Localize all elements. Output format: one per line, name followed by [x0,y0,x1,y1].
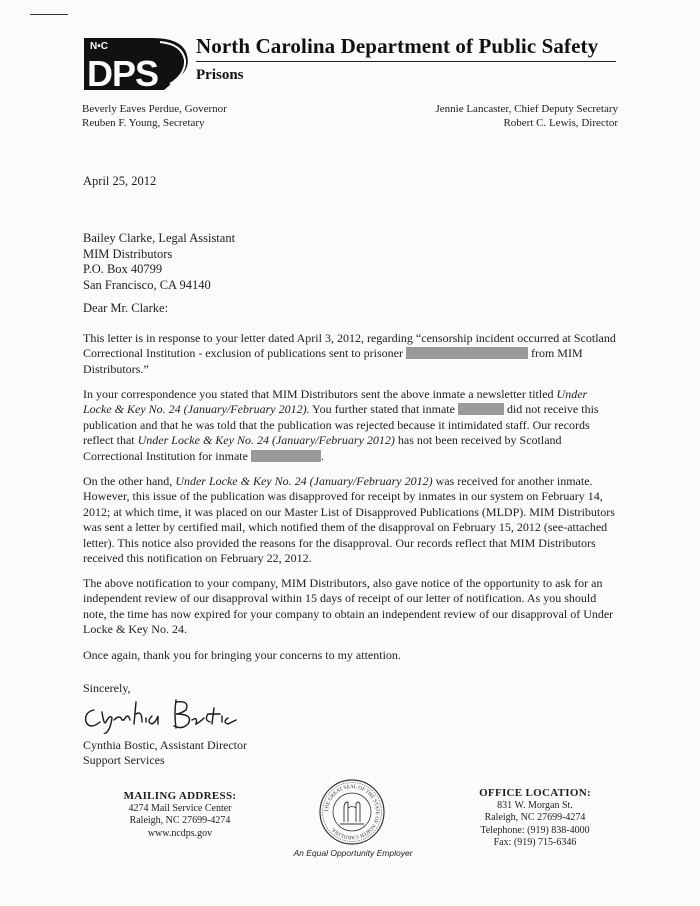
redaction-box [251,450,321,462]
publication-title: Under Locke & Key No. 24 (January/February 2012) [137,433,395,448]
signer-unit: Support Services [83,753,165,767]
recipient-line: San Francisco, CA 94140 [83,277,211,292]
paragraph-5: Once again, thank you for bringing your concerns to my attention. [83,648,401,662]
office-heading: OFFICE LOCATION: [479,787,591,799]
handwritten-signature [80,692,240,734]
mailing-line: Raleigh, NC 27699-4274 [129,815,231,826]
letterhead-rule [196,61,616,62]
mailing-heading: MAILING ADDRESS: [123,790,237,802]
paragraph-text: You further stated that inmate [309,402,458,417]
signer-block [83,738,247,768]
publication-title: Under Locke & Key No. 24 (January/February 2012) [175,474,433,488]
paragraph-text: . [320,448,324,463]
paragraph-text: did not receive this publication and that he was told that the publication was rejected because it intimidated staff. Our records reflect that [83,402,599,448]
letter-date: April 25, 2012 [83,174,157,188]
paragraph-3 [83,474,618,566]
website-link[interactable]: www.ncdps.gov [147,827,213,839]
state-seal-icon [318,778,386,846]
redaction-box [406,347,528,359]
official-governor: Beverly Eaves Perdue, Governor [82,103,227,115]
logo-large-text: DPS [87,53,159,94]
official-secretary: Reuben F. Young, Secretary [82,117,205,129]
office-location [460,787,610,850]
signer-name: Cynthia Bostic, Assistant Director [83,738,247,752]
paragraph-text: from MIM Distributors.” [83,346,583,376]
closing: Sincerely, [83,681,131,695]
office-phone: Telephone: (919) 838-4000 [480,824,590,836]
division-name: Prisons [196,67,244,83]
office-fax: Fax: (919) 715-6346 [493,837,577,848]
recipient-line: P.O. Box 40799 [83,262,163,276]
svg-text:THE GREAT SEAL OF THE STATE OF [324,784,380,840]
paragraph-text: This letter is in response to your letter dated April 3, 2012, regarding “censorship incident occurred at Scotland Correctional Institution - exclusion of publications sent to prisoner [83,331,616,361]
paragraph-2 [83,387,618,464]
corner-mark [30,14,68,15]
officials-left [82,102,227,130]
dps-logo [82,34,194,94]
paragraph-4: The above notification to your company, MIM Distributors, also gave notice of the opportunity to ask for an independent review of our disapproval within 15 days of receipt of our letter of notification. As you should note, the time has now expired for your company to obtain an independent review of our disapproval of Under Locke & Key No. 24. [83,576,614,637]
paragraph-1 [83,331,618,377]
mailing-line: 4274 Mail Service Center [128,802,232,814]
salutation: Dear Mr. Clarke: [83,301,169,315]
seal-text: THE GREAT SEAL OF THE STATE OF NORTH CAROLINA [323,783,381,841]
paragraph-text: has not been received by Scotland Correctional Institution for inmate [83,433,562,463]
publication-title: Under Locke & Key No. 24 (January/February 2012). [83,387,588,417]
office-line: 831 W. Morgan St. [497,799,573,811]
recipient-line: MIM Distributors [83,246,173,261]
agency-name: North Carolina Department of Public Safety [196,34,599,58]
equal-opportunity-note: An Equal Opportunity Employer [293,848,413,858]
officials-right [435,102,618,130]
official-deputy-secretary: Jennie Lancaster, Chief Deputy Secretary [435,103,618,115]
recipient-line: Bailey Clarke, Legal Assistant [83,231,236,245]
paragraph-text: On the other hand, [83,474,176,488]
official-director: Robert C. Lewis, Director [503,117,618,129]
paragraph-text: In your correspondence you stated that MIM Distributors sent the above inmate a newsletter titled [83,387,557,401]
paragraph-text: was received for another inmate. However, this issue of the publication was disapproved for receipt by inmates in our system on February 14, 2012; at which time, it was placed on our Master List of Disapproved Publications (MLDP). MIM Distributors was sent a letter by certified mail, which notified them of the disapproval on February 15, 2012 (see-attached letter). This notice also provided the reasons for the disapproval. Our records reflect that MIM Distributors received this notification on February 22, 2012. [83,474,615,566]
redaction-box [458,403,504,415]
office-line: Raleigh, NC 27699-4274 [484,812,586,823]
mailing-address [100,790,260,840]
recipient-address [83,231,235,293]
logo-small-text: N•C [90,41,108,52]
